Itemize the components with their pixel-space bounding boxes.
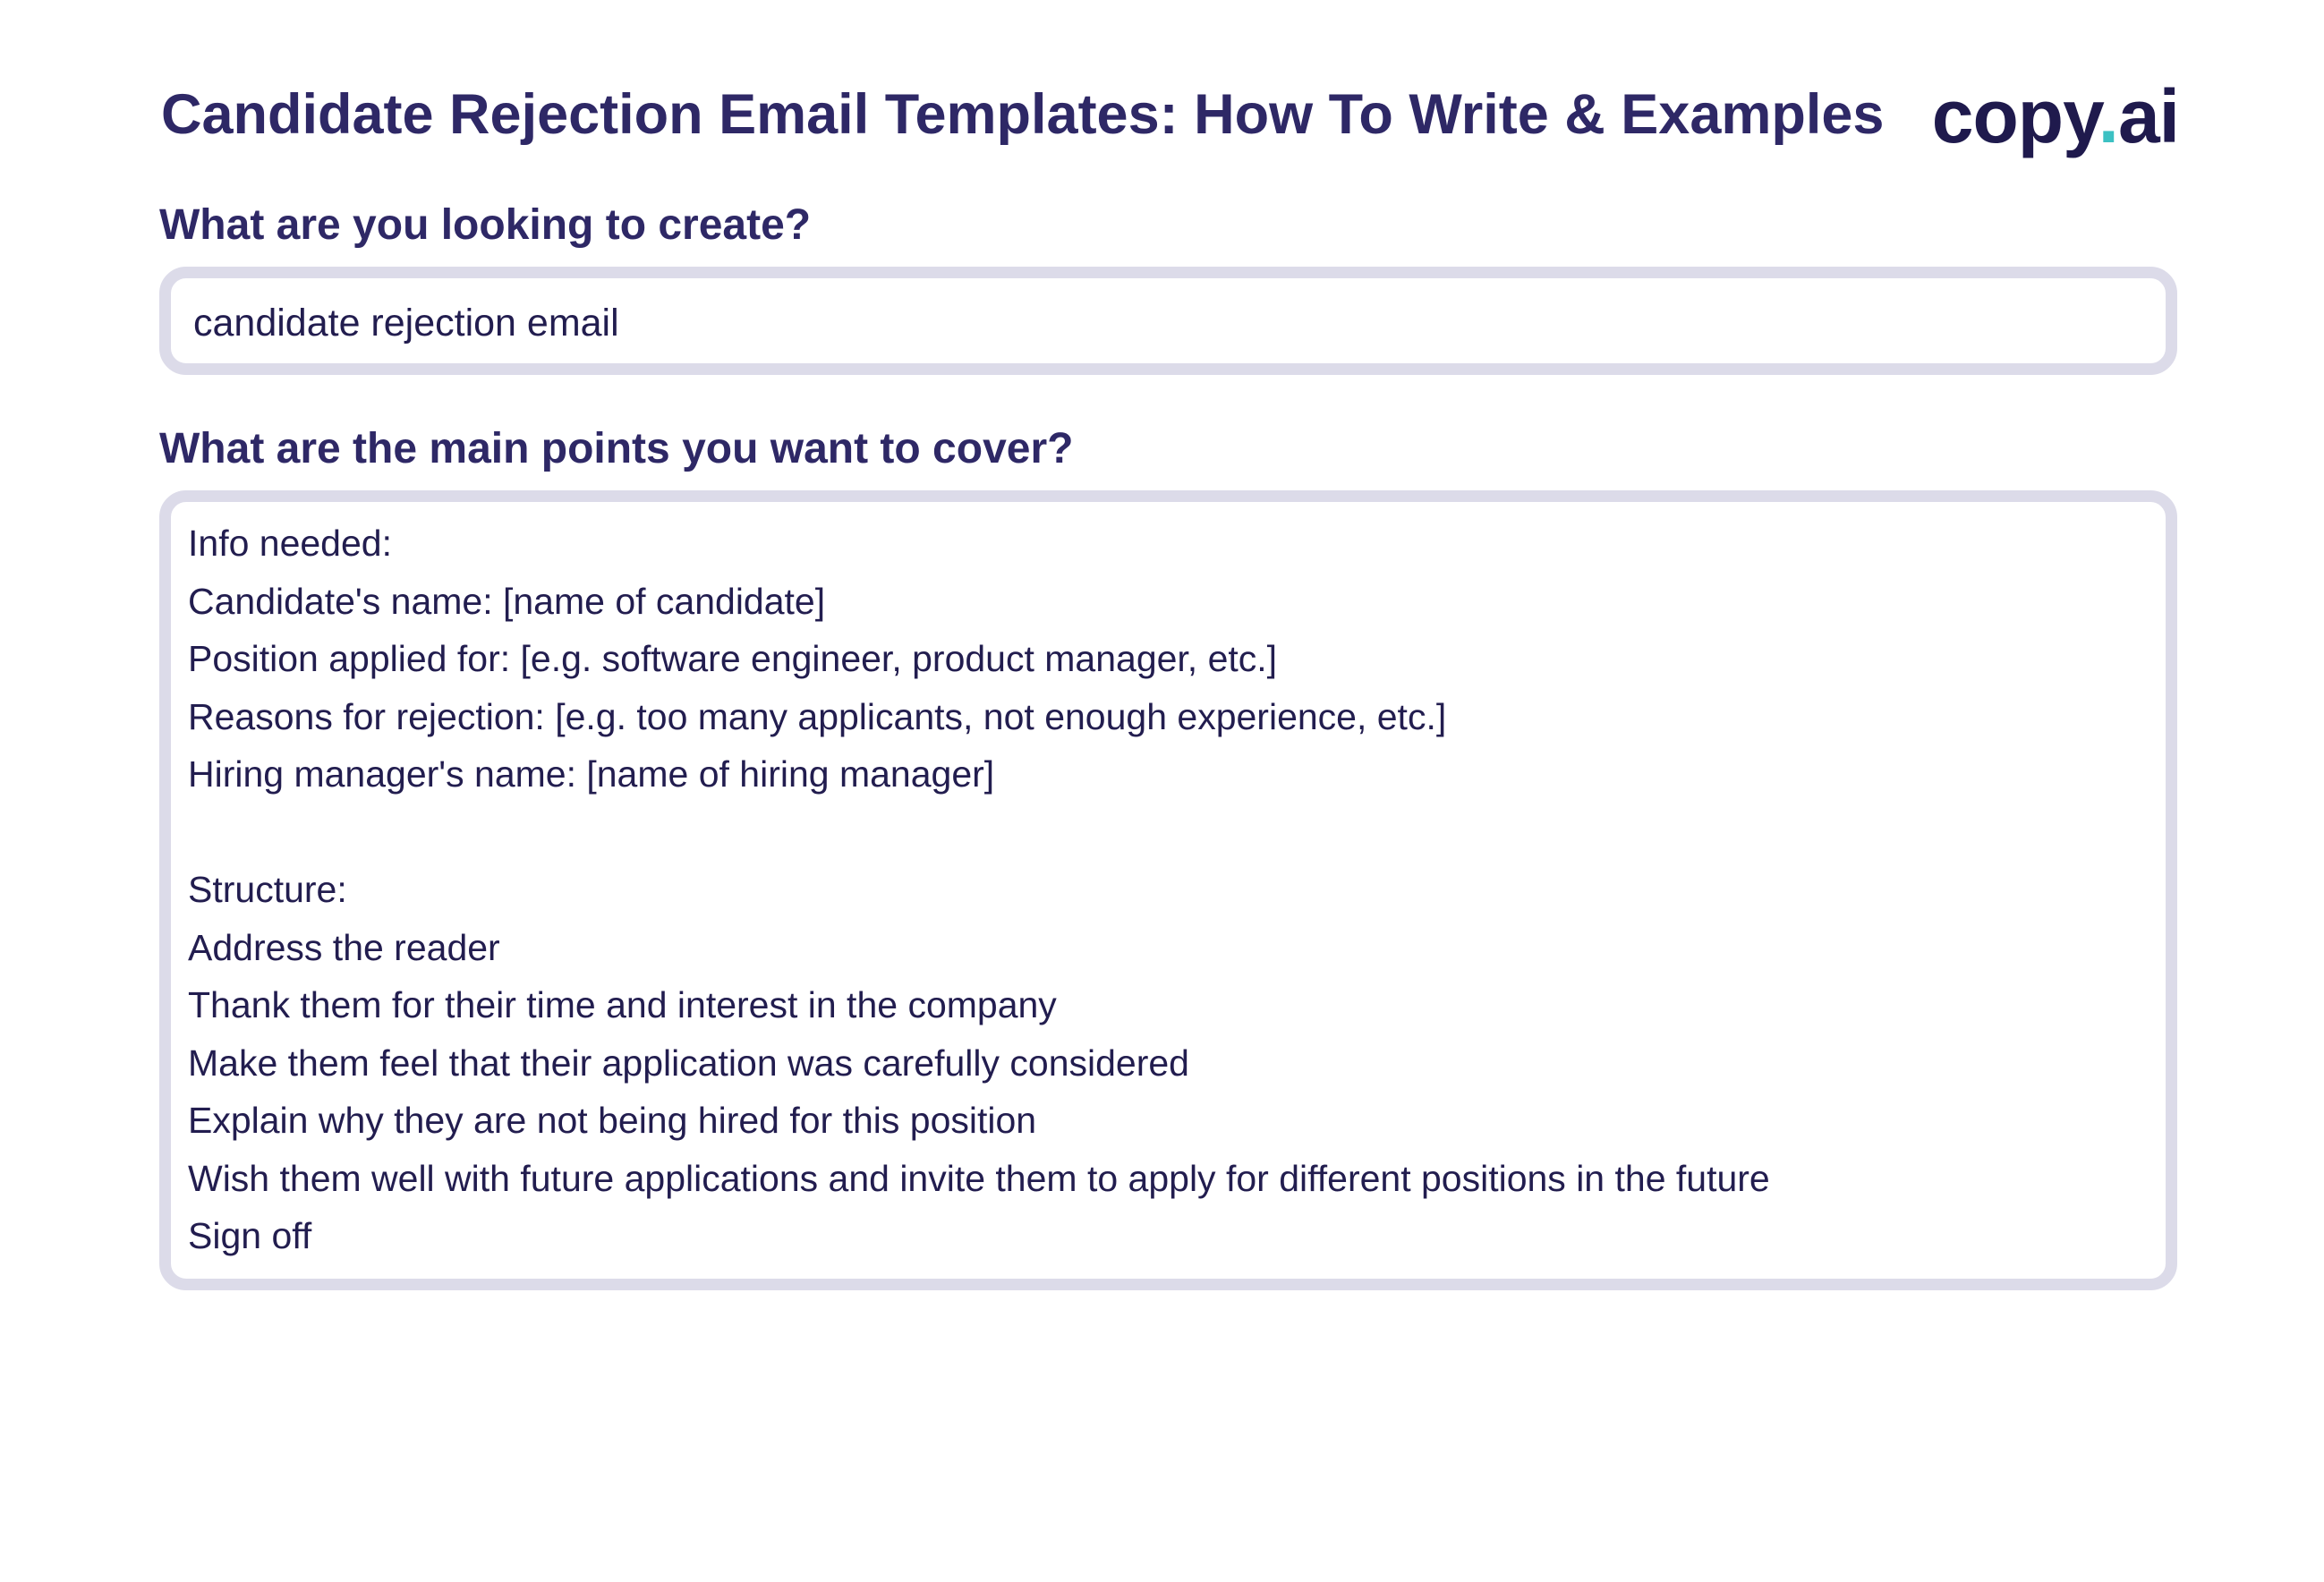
- textarea-line: Address the reader: [188, 926, 500, 968]
- logo-text-ai: ai: [2117, 74, 2179, 158]
- textarea-line: Hiring manager's name: [name of hiring manager]: [188, 753, 995, 795]
- copy-ai-logo: [1932, 73, 2179, 159]
- textarea-blank-line: [188, 804, 2148, 862]
- create-field-label: What are you looking to create?: [159, 201, 812, 249]
- main-points-label: What are the main points you want to cover?: [159, 425, 1074, 472]
- textarea-line: Info needed:: [188, 523, 392, 564]
- logo-dot: .: [2098, 74, 2118, 158]
- textarea-line: Candidate's name: [name of candidate]: [188, 580, 826, 622]
- main-points-textarea[interactable]: [159, 490, 2177, 1290]
- logo-text-copy: copy: [1931, 74, 2098, 158]
- textarea-line: Wish them well with future applications and invite them to apply for different positions in the future: [188, 1157, 1770, 1199]
- textarea-line: Reasons for rejection: [e.g. too many applicants, not enough experience, etc.]: [188, 695, 1447, 737]
- textarea-line: Structure:: [188, 869, 347, 910]
- create-input[interactable]: candidate rejection email: [159, 267, 2177, 375]
- textarea-line: Explain why they are not being hired for this position: [188, 1100, 1037, 1141]
- textarea-line: Thank them for their time and interest in the company: [188, 984, 1057, 1025]
- textarea-line: Position applied for: [e.g. software engineer, product manager, etc.]: [188, 638, 1278, 679]
- textarea-line: Make them feel that their application was carefully considered: [188, 1042, 1189, 1084]
- page-title: Candidate Rejection Email Templates: How To Write & Examples: [161, 83, 1885, 146]
- textarea-line: Sign off: [188, 1215, 312, 1256]
